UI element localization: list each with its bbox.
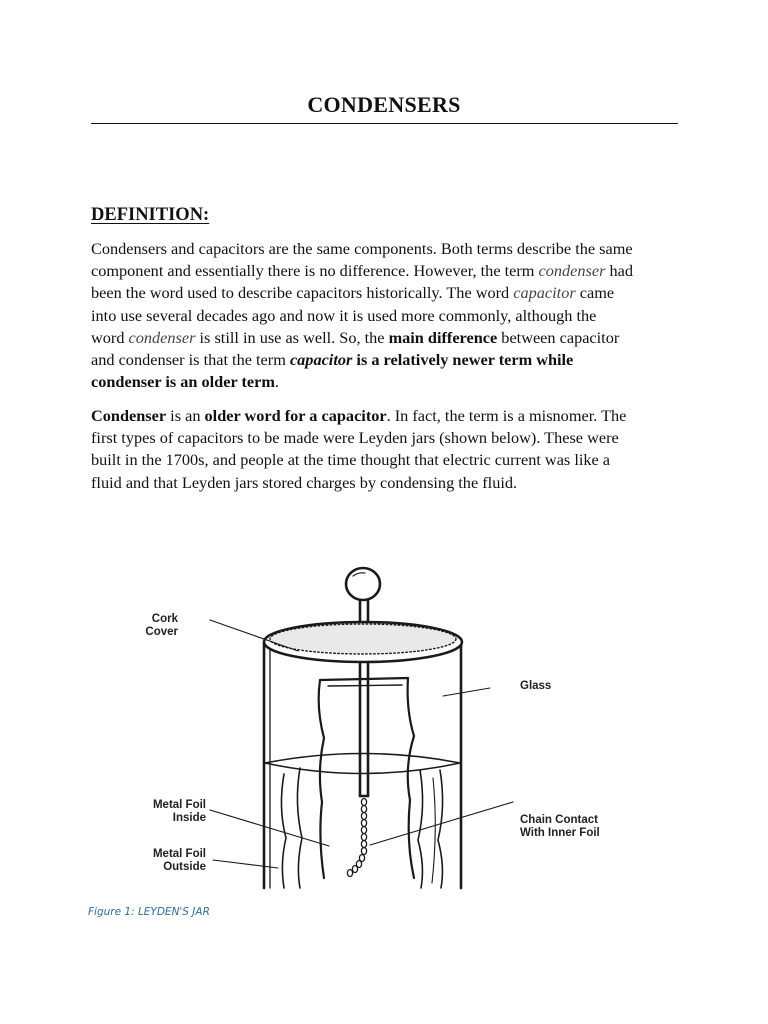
bold-italic-term: capacitor — [289, 350, 353, 370]
paragraph-definition — [91, 238, 681, 393]
text-line: first types of capacitors to be made were Leyden jars (shown below). These were — [91, 428, 619, 448]
text-line: condenser is an older term. — [91, 372, 279, 392]
text-line: word condenser is still in use as well. So, the main difference between capacitor — [91, 327, 620, 347]
text-line: and condenser is that the term capacitor is a relatively newer term while — [91, 350, 574, 370]
section-heading: DEFINITION: — [91, 205, 210, 225]
inner-foil — [319, 680, 324, 878]
label-inner-foil: Metal Foil Inside — [152, 799, 206, 824]
label-chain: Chain Contact With Inner Foil — [520, 814, 600, 839]
paragraph-history — [91, 405, 681, 494]
leyden-jar-figure — [88, 548, 678, 906]
text-line: component and essentially there is no difference. However, the term condenser had — [91, 261, 634, 281]
bold-phrase: main difference — [388, 327, 498, 347]
label-cork: Cork Cover — [145, 613, 178, 638]
bold-phrase: condenser is an older term — [91, 372, 275, 392]
label-outer-foil: Metal Foil Outside — [152, 848, 206, 873]
liquid-surface — [265, 754, 460, 764]
text-line: Condenser is an older word for a capacitor. In fact, the term is a misnomer. The — [91, 406, 627, 425]
italic-term: condenser — [538, 261, 606, 281]
text-line: built in the 1700s, and people at the time thought that electric current was like a — [91, 450, 611, 470]
text-line: Condensers and capacitors are the same components. Both terms describe the same — [91, 239, 633, 258]
text-line: been the word used to describe capacitors historically. The word capacitor came — [91, 283, 615, 303]
bold-phrase: Condenser — [91, 406, 167, 425]
outer-foil — [281, 774, 286, 888]
italic-term: condenser — [128, 327, 196, 347]
bold-phrase: is a relatively newer term while — [352, 350, 574, 370]
title-underline — [91, 123, 678, 124]
leyden-jar-illustration — [210, 568, 513, 888]
figure-caption: Figure 1: LEYDEN'S JAR — [88, 906, 210, 918]
chain-contact — [347, 799, 366, 877]
text-line: into use several decades ago and now it is used more commonly, although the — [91, 305, 597, 325]
page-title: CONDENSERS — [307, 92, 461, 117]
bold-phrase: older word for a capacitor — [204, 406, 387, 425]
text-line: fluid and that Leyden jars stored charges by condensing the fluid. — [91, 472, 518, 492]
label-glass: Glass — [520, 680, 552, 692]
italic-term: capacitor — [513, 283, 576, 303]
